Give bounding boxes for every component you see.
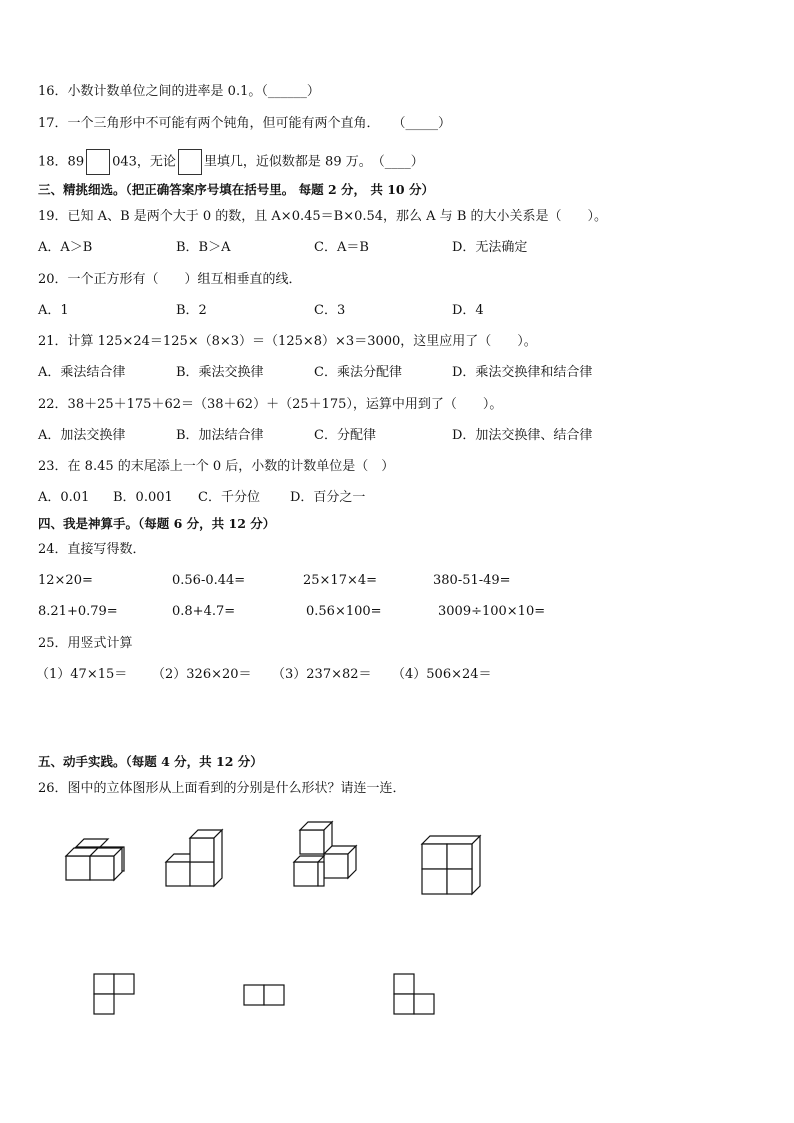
section-4-heading: 四、我是神算手。（每题 6 分，共 12 分） xyxy=(38,516,276,531)
q22-option-a[interactable]: A．加法交换律 xyxy=(38,428,126,443)
q18-blank-box-1[interactable] xyxy=(86,149,110,175)
q20-option-c[interactable]: C．3 xyxy=(314,303,346,318)
q25-item-3: （3）237×82＝ xyxy=(272,667,372,682)
question-21-stem: 21．计算 125×24＝125×（8×3）＝（125×8）×3＝3000，这里应用了（ ）。 xyxy=(38,334,537,349)
solid-figure-4 xyxy=(418,832,486,898)
q23-option-a[interactable]: A．0.01 xyxy=(38,490,90,505)
solid-figure-1 xyxy=(60,838,130,888)
question-16: 16．小数计数单位之间的进率是 0.1。（______） xyxy=(38,84,320,99)
question-19-stem: 19．已知 A、B 是两个大于 0 的数，且 A×0.45＝B×0.54，那么 A 与 B 的大小关系是（ ）。 xyxy=(38,209,608,224)
question-24-stem: 24．直接写得数． xyxy=(38,542,146,557)
q23-option-c[interactable]: C．千分位 xyxy=(198,490,260,505)
q22-option-c[interactable]: C．分配律 xyxy=(314,428,376,443)
q19-option-a[interactable]: A．A＞B xyxy=(38,240,93,255)
q18-part2: 043，无论 xyxy=(112,154,176,170)
q25-item-1: （1）47×15＝ xyxy=(36,667,128,682)
top-view-2 xyxy=(242,983,288,1007)
question-26-stem: 26．图中的立体图形从上面看到的分别是什么形状？请连一连． xyxy=(38,781,406,796)
q21-option-d[interactable]: D．乘法交换律和结合律 xyxy=(452,365,593,380)
q18-blank-box-2[interactable] xyxy=(178,149,202,175)
q19-option-d[interactable]: D．无法确定 xyxy=(452,240,528,255)
question-18 xyxy=(38,149,424,175)
q24-expr-5: 8.21+0.79= xyxy=(38,604,118,619)
q18-part3: 里填几，近似数都是 89 万。 （____） xyxy=(203,154,424,170)
q24-expr-1: 12×20= xyxy=(38,573,93,588)
q18-part1: 18．89 xyxy=(38,154,85,170)
q25-item-2: （2）326×20＝ xyxy=(152,667,252,682)
q20-option-a[interactable]: A．1 xyxy=(38,303,69,318)
q21-option-b[interactable]: B．乘法交换律 xyxy=(176,365,264,380)
question-17: 17．一个三角形中不可能有两个钝角，但可能有两个直角． （_____） xyxy=(38,116,452,131)
section-3-heading: 三、精挑细选。（把正确答案序号填在括号里。 每题 2 分， 共 10 分） xyxy=(38,182,434,197)
top-view-3 xyxy=(392,972,438,1016)
top-view-1 xyxy=(92,972,138,1016)
q20-option-d[interactable]: D．4 xyxy=(452,303,484,318)
q23-option-d[interactable]: D．百分之一 xyxy=(290,490,366,505)
q24-expr-2: 0.56-0.44= xyxy=(172,573,246,588)
solid-figure-3 xyxy=(290,820,365,894)
q23-option-b[interactable]: B．0.001 xyxy=(113,490,173,505)
q25-item-4: （4）506×24＝ xyxy=(392,667,492,682)
section-5-heading: 五、动手实践。（每题 4 分，共 12 分） xyxy=(38,754,263,769)
q24-expr-8: 3009÷100×10= xyxy=(438,604,546,619)
q20-option-b[interactable]: B．2 xyxy=(176,303,207,318)
question-23-stem: 23．在 8.45 的末尾添上一个 0 后，小数的计数单位是（ ） xyxy=(38,459,395,474)
q19-option-b[interactable]: B．B＞A xyxy=(176,240,231,255)
q24-expr-4: 380-51-49= xyxy=(433,573,511,588)
q19-option-c[interactable]: C．A＝B xyxy=(314,240,369,255)
q24-expr-6: 0.8+4.7= xyxy=(172,604,236,619)
question-22-stem: 22．38＋25＋175＋62＝（38＋62）＋（25＋175），运算中用到了（ ）。 xyxy=(38,397,503,412)
q21-option-a[interactable]: A．乘法结合律 xyxy=(38,365,126,380)
q24-expr-7: 0.56×100= xyxy=(306,604,382,619)
q22-option-d[interactable]: D．加法交换律、结合律 xyxy=(452,428,593,443)
q24-expr-3: 25×17×4= xyxy=(303,573,378,588)
question-20-stem: 20．一个正方形有（ ）组互相垂直的线． xyxy=(38,272,302,287)
question-25-stem: 25．用竖式计算 xyxy=(38,636,133,651)
solid-figure-2 xyxy=(162,826,232,890)
q22-option-b[interactable]: B．加法结合律 xyxy=(176,428,264,443)
q21-option-c[interactable]: C．乘法分配律 xyxy=(314,365,402,380)
